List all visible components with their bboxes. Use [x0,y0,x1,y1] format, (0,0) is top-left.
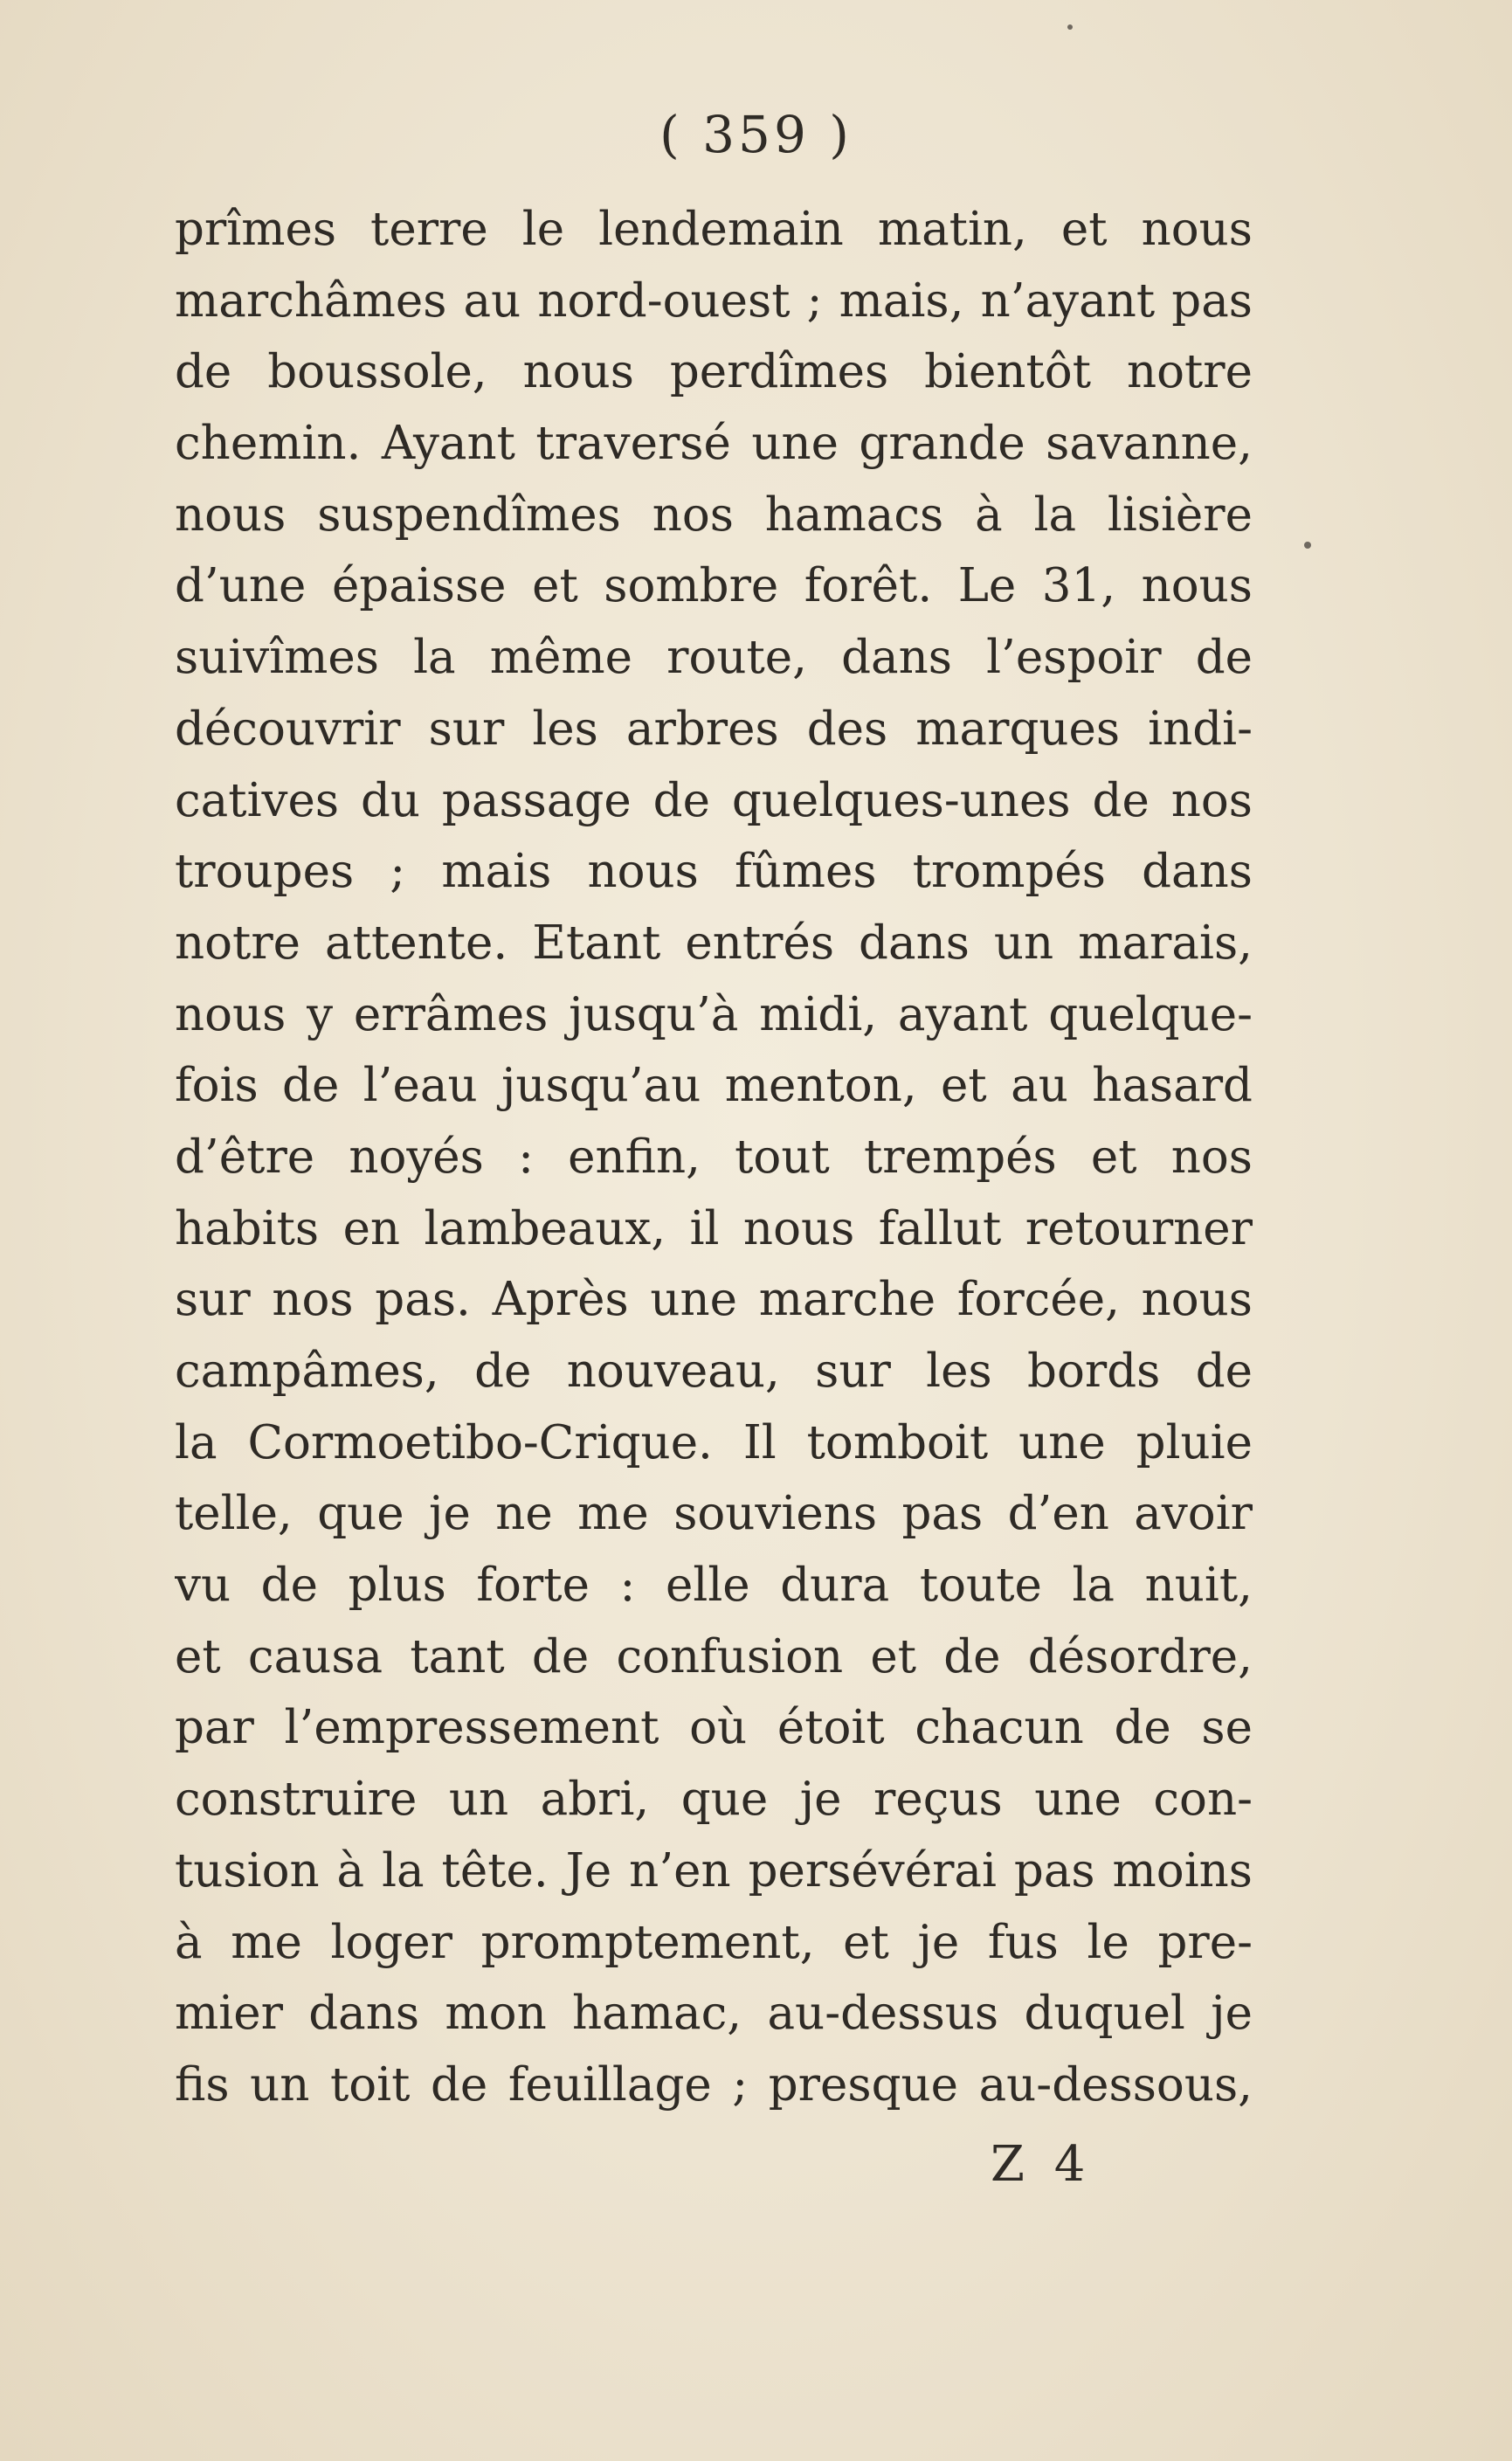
text-line: fis un toit de feuillage ; presque au-dessous, [175,2057,1253,2112]
signature-mark: Z 4 [991,2136,1093,2193]
paper-speck [1067,24,1073,30]
text-line: d’une épaisse et sombre forêt. Le 31, nous [175,559,1253,613]
text-line: suivîmes la même route, dans l’espoir de [175,631,1253,685]
text-line: mier dans mon hamac, au-dessus duquel je [175,1987,1253,2041]
text-line: d’être noyés : enfin, tout trempés et nos [175,1130,1253,1184]
text-line: campâmes, de nouveau, sur les bords de [175,1345,1253,1398]
text-line: fois de l’eau jusqu’au menton, et au hasard [175,1059,1253,1113]
text-line: chemin. Ayant traversé une grande savanne, [175,417,1253,471]
text-line: telle, que je ne me souviens pas d’en avoir [175,1487,1253,1541]
text-line: prîmes terre le lendemain matin, et nous [175,203,1253,256]
text-line: notre attente. Etant entrés dans un marais, [175,916,1253,970]
text-line: troupes ; mais nous fûmes trompés dans [175,845,1253,899]
paper-speck [1304,542,1311,549]
text-line: découvrir sur les arbres des marques indi- [175,702,1253,756]
text-line: à me loger promptement, et je fus le pre- [175,1915,1253,1969]
text-line: marchâmes au nord-ouest ; mais, n’ayant pas [175,273,1253,328]
text-line: construire un abri, que je reçus une con- [175,1773,1253,1827]
text-line: sur nos pas. Après une marche forcée, nous [175,1273,1253,1327]
text-line: de boussole, nous perdîmes bientôt notre [175,345,1253,399]
text-line: tusion à la tête. Je n’en persévérai pas moins [175,1843,1253,1898]
text-line: la Cormoetibo-Crique. Il tomboit une pluie [175,1415,1253,1469]
text-line: par l’empressement où étoit chacun de se [175,1701,1253,1755]
text-line: vu de plus forte : elle dura toute la nuit, [175,1559,1253,1613]
text-line: et causa tant de confusion et de désordre, [175,1629,1253,1683]
text-line: habits en lambeaux, il nous fallut retourner [175,1201,1253,1255]
text-line: catives du passage de quelques-unes de nos [175,773,1253,827]
page-number: ( 359 ) [659,105,853,164]
body-text [175,194,1253,2121]
text-line: nous y errâmes jusqu’à midi, ayant quelque- [175,987,1253,1041]
text-line: nous suspendîmes nos hamacs à la lisière [175,487,1253,542]
